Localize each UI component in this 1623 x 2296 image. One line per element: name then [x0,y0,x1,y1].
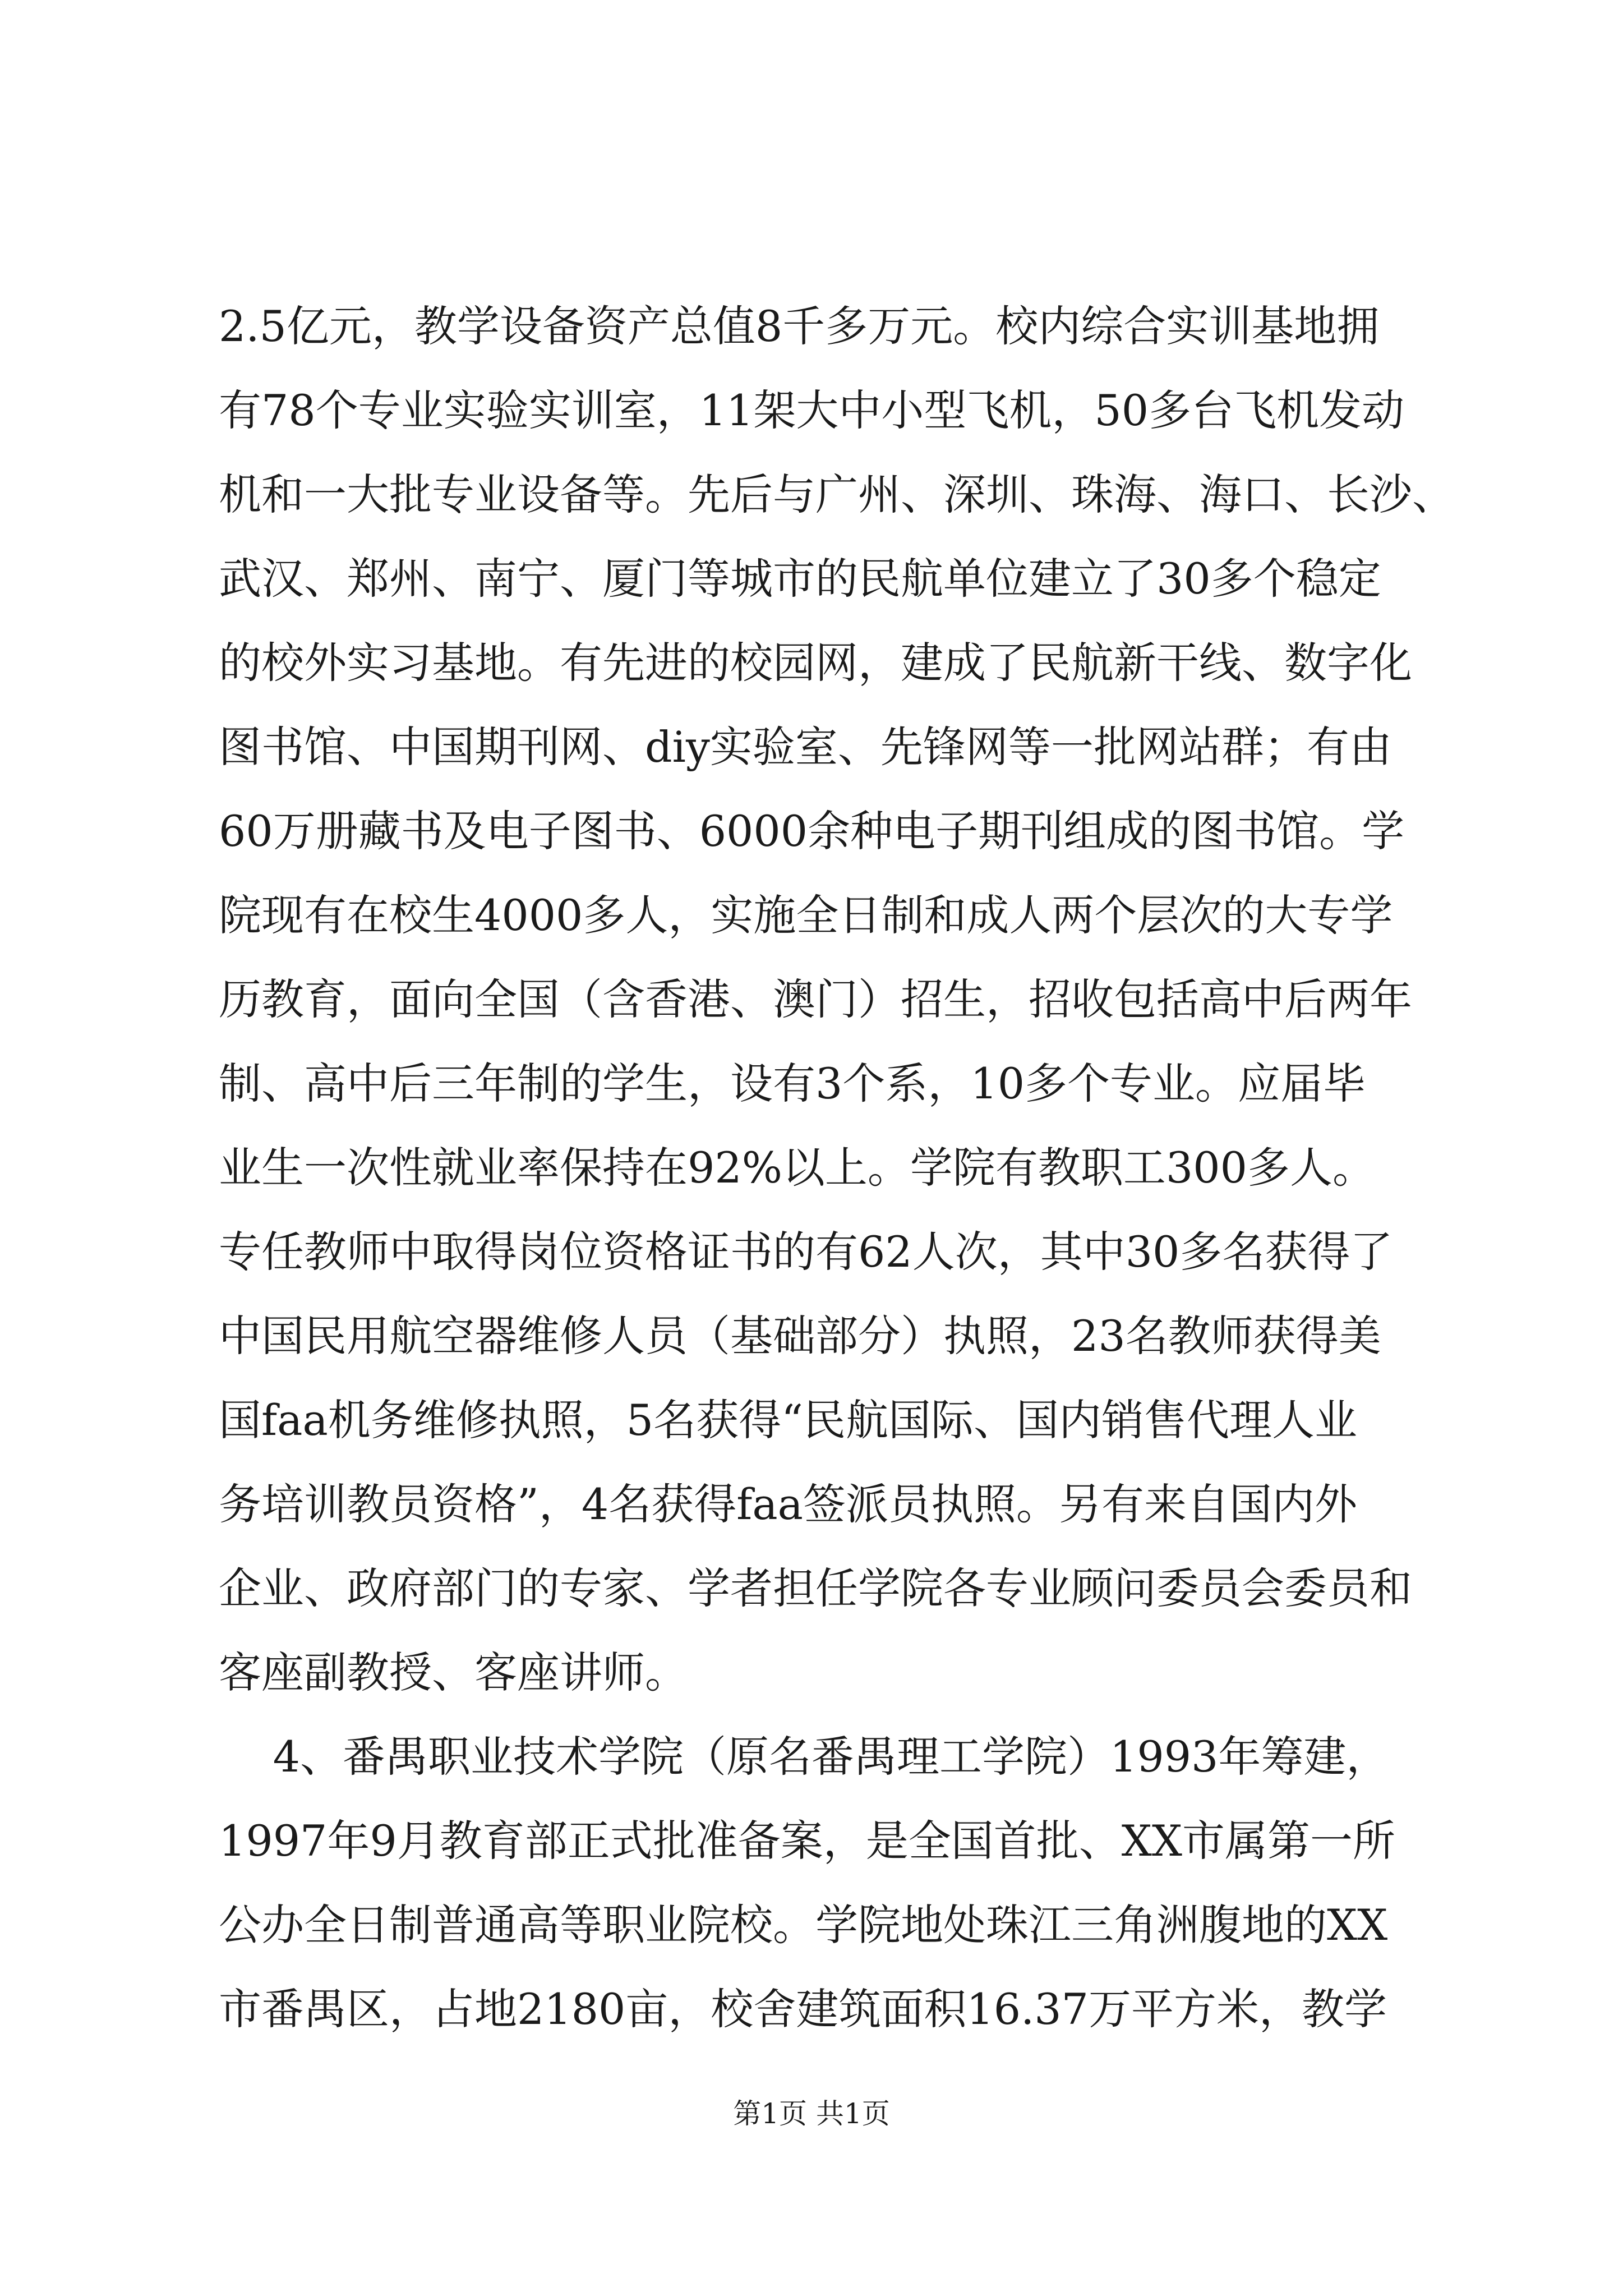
text-line: 机和一大批专业设备等。先后与广州、深圳、珠海、海口、长沙、 [219,470,1455,519]
text-line: 务培训教员资格”，4名获得faa签派员执照。另有来自国内外 [219,1479,1357,1529]
text-line: 制、高中后三年制的学生，设有3个系，10多个专业。应届毕 [219,1059,1366,1108]
text-line: 的校外实习基地。有先进的校园网，建成了民航新干线、数字化 [219,638,1412,688]
text-line: 武汉、郑州、南宁、厦门等城市的民航单位建立了30多个稳定 [219,554,1381,604]
text-line: 国faa机务维修执照，5名获得“民航国际、国内销售代理人业 [219,1395,1357,1445]
text-line: 企业、政府部门的专家、学者担任学院各专业顾问委员会委员和 [219,1563,1412,1613]
text-line: 中国民用航空器维修人员（基础部分）执照，23名教师获得美 [219,1311,1381,1361]
text-line: 业生一次性就业率保持在92%以上。学院有教职工300多人。 [219,1143,1375,1193]
text-line: 2.5亿元，教学设备资产总值8千多万元。校内综合实训基地拥 [219,301,1380,351]
text-line: 历教育，面向全国（含香港、澳门）招生，招收包括高中后两年 [219,974,1412,1024]
text-line: 有78个专业实验实训室，11架大中小型飞机，50多台飞机发动 [219,385,1405,435]
text-line: 1997年9月教育部正式批准备案，是全国首批、XX市属第一所 [219,1816,1395,1866]
text-line: 市番禺区，占地2180亩，校舍建筑面积16.37万平方米，教学 [219,1984,1387,2034]
text-line: 院现有在校生4000多人，实施全日制和成人两个层次的大专学 [219,890,1393,940]
text-line: 图书馆、中国期刊网、diy实验室、先锋网等一批网站群；有由 [219,722,1392,772]
page-footer: 第1页 共1页 [733,2097,890,2130]
text-line: 60万册藏书及电子图书、6000余种电子期刊组成的图书馆。学 [219,806,1405,856]
paragraph-start-line: 4、番禺职业技术学院（原名番禺理工学院）1993年筹建， [219,1732,1389,1782]
text-line: 客座副教授、客座讲师。 [219,1648,688,1697]
text-line: 公办全日制普通高等职业院校。学院地处珠江三角洲腹地的XX [219,1900,1388,1950]
text-line: 专任教师中取得岗位资格证书的有62人次，其中30多名获得了 [219,1227,1393,1277]
